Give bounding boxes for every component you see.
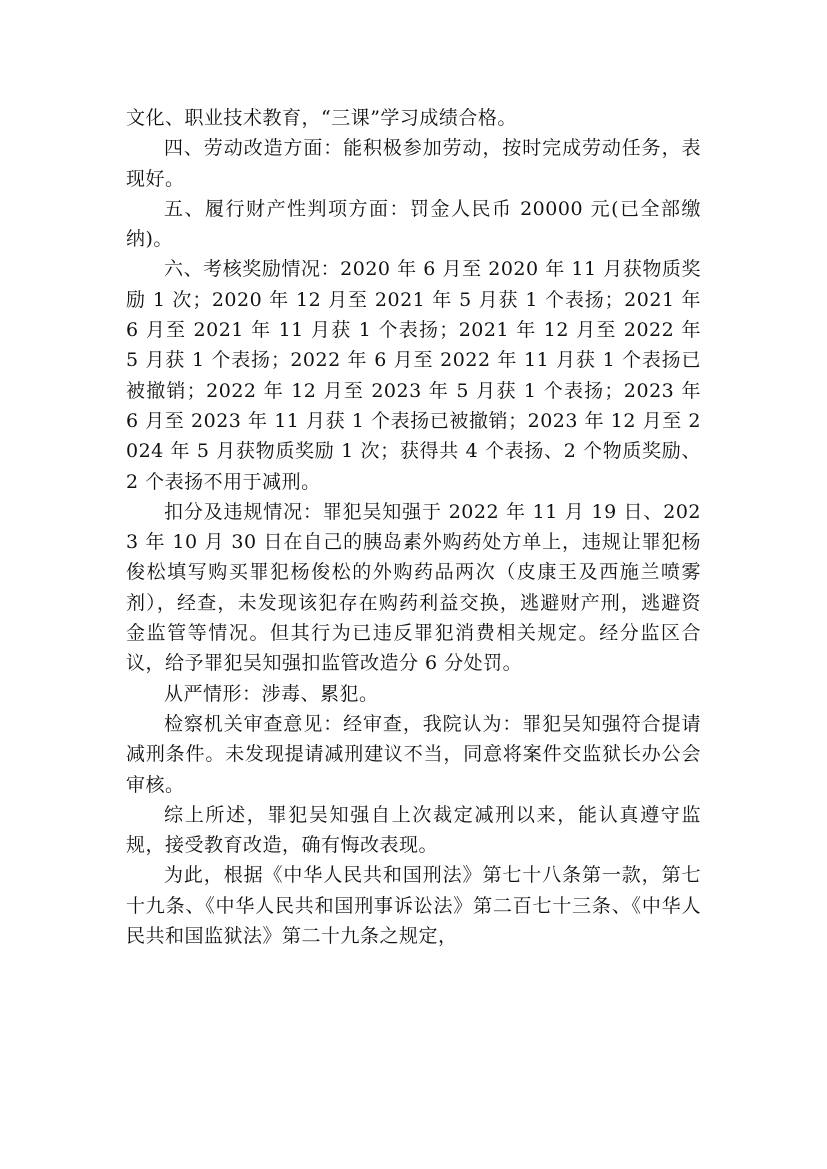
paragraph-education: 文化、职业技术教育，“三课”学习成绩合格。 [126,107,517,129]
paragraph-procuratorate-opinion: 检察机关审查意见：经审查，我院认为：罪犯吴知强符合提请减刑条件。未发现提请减刑建议不当，同意将案件交监狱长办公会审核。 [126,712,701,796]
paragraph-summary: 综上所述，罪犯吴知强自上次裁定减刑以来，能认真遵守监规，接受教育改造，确有悔改表现。 [126,803,701,857]
paragraph-violations: 扣分及违规情况：罪犯吴知强于 2022 年 11 月 19 日、2023 年 10 月 30 日在自己的胰岛素外购药处方单上，违规让罪犯杨俊松填写购买罪犯杨俊松的外购药品两次（皮康王及西施兰喷雾剂），经查，未发现该犯存在购药利益交换，逃避财产刑，逃避资金监管等情况。但其行为已违反罪犯消费相关规定。经分监区合议，给予罪犯吴知强扣监管改造分 6 分处罚。 [126,500,701,675]
paragraph-strict-circumstances: 从严情形：涉毒、累犯。 [164,682,379,705]
paragraph-property: 五、履行财产性判项方面：罚金人民币 20000 元(已全部缴纳)。 [126,197,701,251]
paragraph-legal-basis: 为此，根据《中华人民共和国刑法》第七十八条第一款，第七十九条、《中华人民共和国刑事诉讼法》第二百七十三条、《中华人民共和国监狱法》第二十九条之规定， [126,864,701,948]
paragraph-labor: 四、劳动改造方面：能积极参加劳动，按时完成劳动任务，表现好。 [126,137,701,190]
paragraph-rewards: 六、考核奖励情况：2020 年 6 月至 2020 年 11 月获物质奖励 1 次；2020 年 12 月至 2021 年 5 月获 1 个表扬；2021 年 6 月至 2021 年 11 月获 1 个表扬；2021 年 12 月至 2022 年 5 月获 1 个表扬；2022 年 6 月至 2022 年 11 月获 1 个表扬已被撤销；2022 年 12 月至 2023 年 5 月获 1 个表扬；2023 年 6 月至 2023 年 11 月获 1 个表扬已被撤销；2023 年 12 月至 2024 年 5 月获物质奖励 1 次；获得共 4 个表扬、2 个物质奖励、2 个表扬不用于减刑。 [126,258,701,493]
document-body [126,103,701,951]
